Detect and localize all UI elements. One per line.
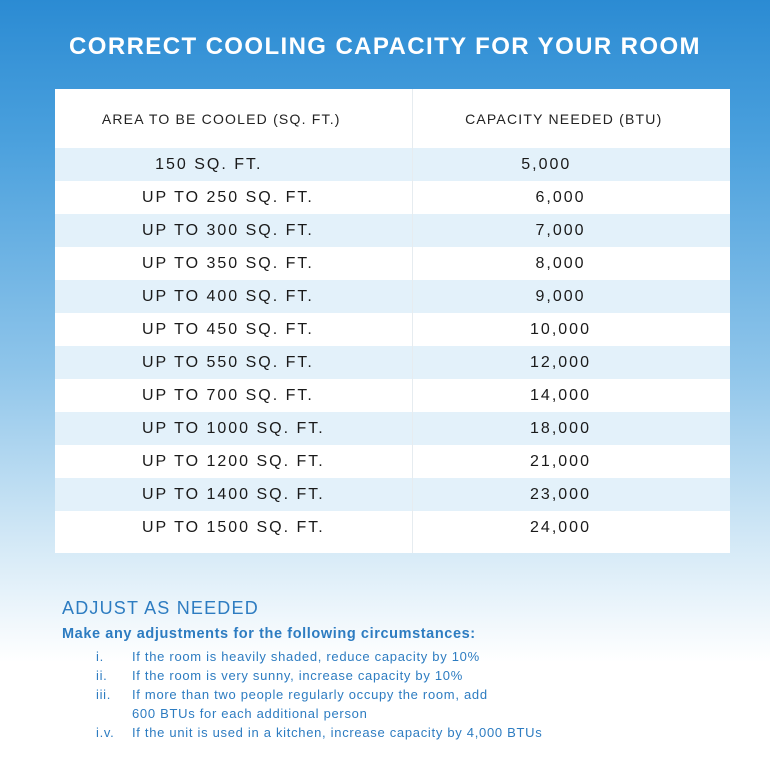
capacity-table — [55, 89, 730, 553]
table-row — [55, 445, 730, 478]
btu-cell: 7,000 — [535, 221, 586, 239]
btu-cell: 12,000 — [530, 353, 591, 371]
area-cell: UP TO 1500 SQ. FT. — [142, 518, 325, 536]
list-item-text: 600 BTUs for each additional person — [132, 706, 368, 721]
area-cell: UP TO 1400 SQ. FT. — [142, 485, 325, 503]
list-item — [62, 685, 742, 704]
area-cell: UP TO 1200 SQ. FT. — [142, 452, 325, 470]
list-item-number: i. — [96, 649, 104, 664]
area-cell: UP TO 450 SQ. FT. — [142, 320, 314, 338]
area-cell: UP TO 250 SQ. FT. — [142, 188, 314, 206]
btu-cell: 6,000 — [535, 188, 586, 206]
list-item-text: If more than two people regularly occupy the room, add — [132, 687, 488, 702]
adjust-section — [62, 598, 742, 742]
area-cell: UP TO 350 SQ. FT. — [142, 254, 314, 272]
list-item-text: If the room is heavily shaded, reduce capacity by 10% — [132, 649, 480, 664]
area-cell: UP TO 1000 SQ. FT. — [142, 419, 325, 437]
page-title: CORRECT COOLING CAPACITY FOR YOUR ROOM — [69, 33, 701, 60]
btu-cell: 9,000 — [535, 287, 586, 305]
adjust-title: ADJUST AS NEEDED — [62, 598, 259, 618]
btu-cell: 8,000 — [535, 254, 586, 272]
list-item-number: iii. — [96, 687, 112, 702]
list-item-text: If the room is very sunny, increase capacity by 10% — [132, 668, 463, 683]
list-item-text: If the unit is used in a kitchen, increase capacity by 4,000 BTUs — [132, 725, 543, 740]
table-row — [55, 214, 730, 247]
table-row — [55, 148, 730, 181]
list-item — [62, 666, 742, 685]
table-row — [55, 313, 730, 346]
btu-cell: 24,000 — [530, 518, 591, 536]
table-row — [55, 247, 730, 280]
list-item-number: ii. — [96, 668, 108, 683]
header-area: AREA TO BE COOLED (SQ. FT.) — [101, 110, 341, 127]
table-row — [55, 346, 730, 379]
adjust-subtitle: Make any adjustments for the following circumstances: — [62, 626, 476, 642]
table-row — [55, 511, 730, 544]
header-capacity: CAPACITY NEEDED (BTU) — [465, 110, 663, 127]
table-row — [55, 280, 730, 313]
table-row — [55, 181, 730, 214]
list-item-number: i.v. — [96, 725, 115, 740]
area-cell: UP TO 400 SQ. FT. — [142, 287, 314, 305]
area-cell: 150 SQ. FT. — [155, 155, 263, 173]
list-item-number — [62, 704, 132, 723]
table-row — [55, 478, 730, 511]
list-item — [62, 704, 742, 723]
list-item — [62, 647, 742, 666]
list-item — [62, 723, 742, 742]
btu-cell: 21,000 — [530, 452, 591, 470]
btu-cell: 18,000 — [530, 419, 591, 437]
table-row — [55, 379, 730, 412]
table-row — [55, 412, 730, 445]
btu-cell: 5,000 — [521, 155, 572, 173]
column-divider — [412, 89, 413, 553]
area-cell: UP TO 700 SQ. FT. — [142, 386, 314, 404]
btu-cell: 14,000 — [530, 386, 591, 404]
btu-cell: 23,000 — [530, 485, 591, 503]
table-header-row — [55, 89, 730, 148]
btu-cell: 10,000 — [530, 320, 591, 338]
area-cell: UP TO 300 SQ. FT. — [142, 221, 314, 239]
area-cell: UP TO 550 SQ. FT. — [142, 353, 314, 371]
